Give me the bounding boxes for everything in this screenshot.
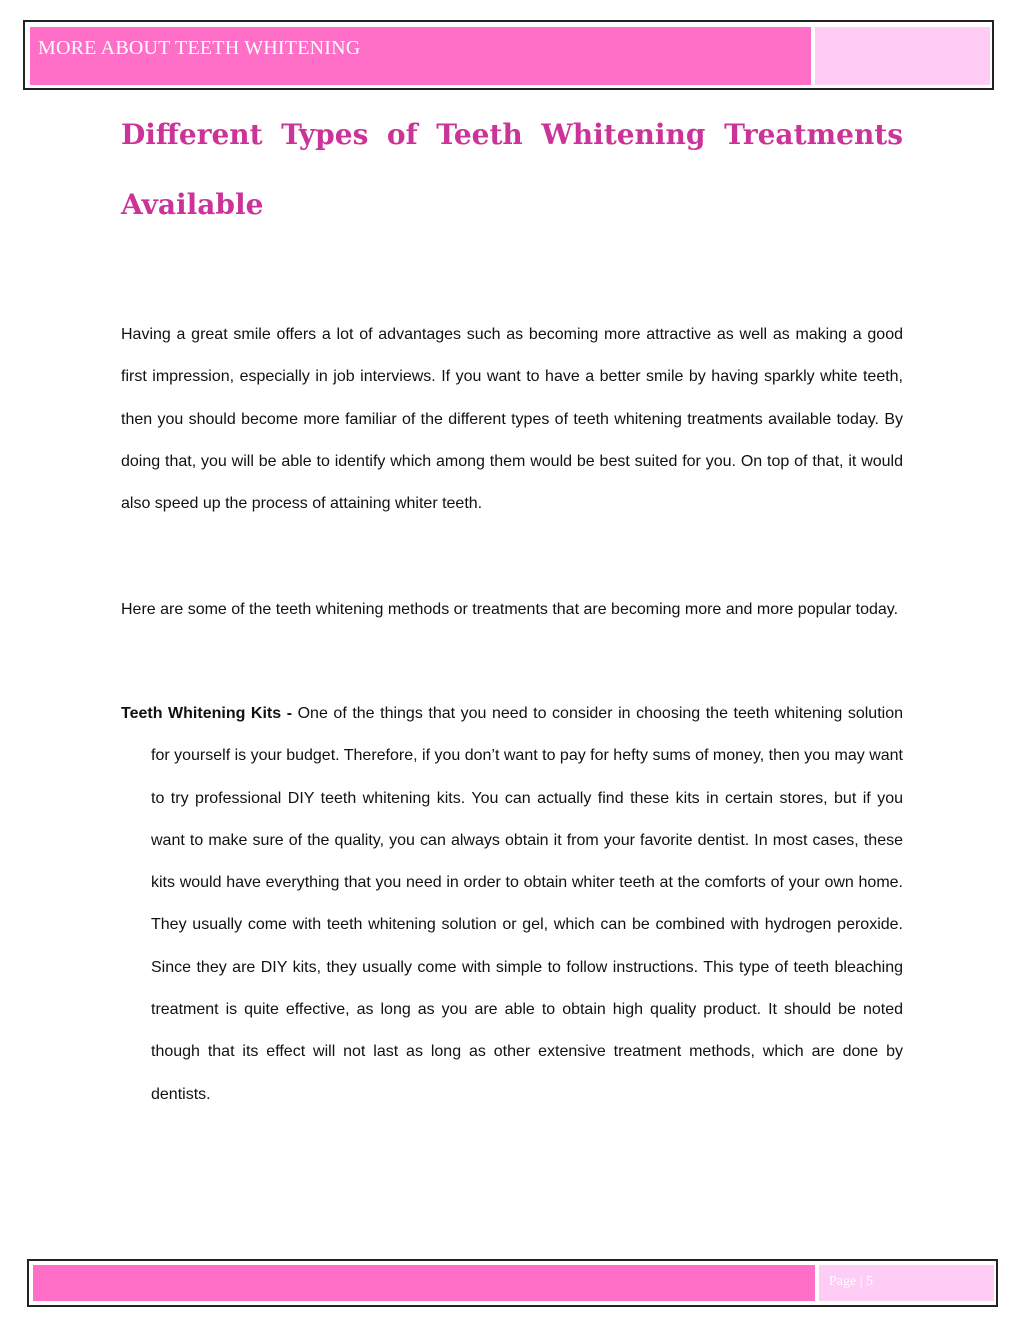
header-title: MORE ABOUT TEETH WHITENING — [38, 37, 361, 59]
page-footer — [27, 1259, 998, 1307]
heading-word: Teeth — [436, 118, 523, 151]
page-heading — [121, 118, 903, 151]
heading-word: Types — [281, 118, 369, 151]
heading-word: of — [386, 118, 418, 151]
footer-page-box — [819, 1265, 994, 1301]
kits-term: Teeth Whitening Kits - — [121, 705, 293, 722]
intro-paragraph: Having a great smile offers a lot of advantages such as becoming more attractive as well as making a good first impression, especially in job interviews. If you want to have a better smile by having sparkly white teeth, then you should become more familiar of the different types of teeth whitening treatments available today. By doing that, you will be able to identify which among them would be best suited for you. On top of that, it would also speed up the process of attaining whiter teeth. — [121, 326, 903, 513]
heading-word: Different — [121, 118, 263, 151]
footer-bar — [33, 1265, 815, 1301]
page-number: Page | 5 — [829, 1274, 874, 1289]
heading-word: Whitening — [541, 118, 706, 151]
page-heading-line-2: Available — [121, 188, 264, 221]
teeth-whitening-kits-paragraph — [121, 693, 903, 1116]
heading-word: Treatments — [724, 118, 903, 151]
header-title-bar — [30, 27, 811, 85]
header-side-block — [815, 27, 990, 85]
methods-intro-paragraph: Here are some of the teeth whitening methods or treatments that are becoming more and more popular today. — [121, 601, 899, 618]
kits-description: One of the things that you need to consider in choosing the teeth whitening solution for yourself is your budget. Therefore, if you don’t want to pay for hefty sums of money, then you may want to try professional DIY teeth whitening kits. You can actually find these kits in certain stores, but if you want to make sure of the quality, you can always obtain it from your favorite dentist. In most cases, these kits would have everything that you need in order to obtain whiter teeth at the comforts of your own home. They usually come with teeth whitening solution or gel, which can be combined with hydrogen peroxide. Since they are DIY kits, they usually come with simple to follow instructions. This type of teeth bleaching treatment is quite effective, as long as you are able to obtain high quality product. It should be noted though that its effect will not last as long as other extensive treatment methods, which are done by dentists. — [151, 705, 903, 1103]
page-header — [23, 20, 994, 90]
